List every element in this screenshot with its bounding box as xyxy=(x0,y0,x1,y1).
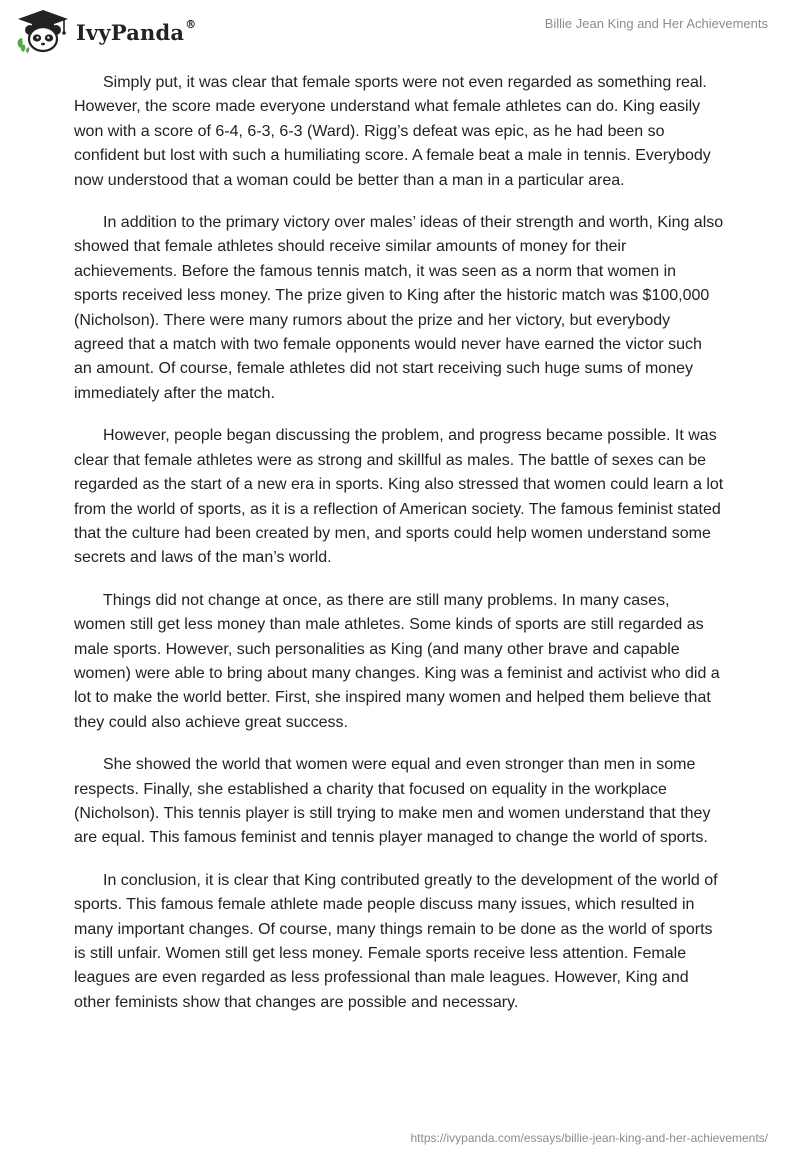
paragraph: Simply put, it was clear that female sports were not even regarded as something real. However, the score made everyone understand what female athletes can do. King easily won with a score of 6-4, 6-3, 6-3 (Ward). Rigg’s defeat was epic, as he had been so confident but lost with such a humiliating score. A female beat a male in tennis. Everybody now understood that a woman could be better than a man in a particular area. xyxy=(74,74,711,189)
panda-graduation-cap-icon xyxy=(14,8,72,54)
paragraph: In conclusion, it is clear that King contributed greatly to the development of the world of sports. This famous female athlete made people discuss many issues, which resulted in many important changes. Of course, many things remain to be done as the world of sports is still unfair. Women still get less money. Female sports receive less attention. Female leagues are even regarded as less professional than male leagues. However, King and other feminists show that changes are possible and necessary. xyxy=(74,871,718,1011)
paragraph: In addition to the primary victory over males’ ideas of their strength and worth, King also showed that female athletes should receive similar amounts of money for their achievements. Before the famous tennis match, it was seen as a norm that women in sports received less money. The prize given to King after the historic match was $100,000 (Nicholson). There were many rumors about the prize and her victory, but everybody agreed that a match with two female opponents would never have earned the victor such an amount. Of course, female athletes did not start receiving such huge sums of money immediately after the match. xyxy=(74,214,724,402)
source-url[interactable]: https://ivypanda.com/essays/billie-jean-king-and-her-achievements/ xyxy=(410,1131,768,1145)
brand-name: IvyPanda® xyxy=(76,17,197,45)
ivypanda-logo[interactable] xyxy=(14,8,196,54)
paragraph: However, people began discussing the problem, and progress became possible. It was clear that female athletes were as strong and skillful as males. The battle of sexes can be regarded as the start of a new era in sports. King also stressed that women could learn a lot from the world of sports, as it is a reflection of American society. The famous feminist stated that the culture had been created by men, and sports could help women understand some secrets and laws of the man’s world. xyxy=(74,427,724,567)
registered-mark: ® xyxy=(185,17,197,31)
paragraph: She showed the world that women were equal and even stronger than men in some respects. Finally, she established a charity that focused on equality in the workplace (Nicholson). This tennis player is still trying to make men and women understand that they are equal. This famous feminist and tennis player managed to change the world of sports. xyxy=(74,756,711,847)
page-header xyxy=(0,0,800,60)
paragraph: Things did not change at once, as there are still many problems. In many cases, women still get less money than male athletes. Some kinds of sports are still regarded as male sports. However, such personalities as King (and many other brave and capable women) were able to bring about many changes. King was a feminist and activist who did a lot to make the world better. First, she inspired many women and helped them believe that they could also achieve great success. xyxy=(74,591,720,731)
essay-body xyxy=(74,71,724,1033)
document-title: Billie Jean King and Her Achievements xyxy=(544,16,768,31)
